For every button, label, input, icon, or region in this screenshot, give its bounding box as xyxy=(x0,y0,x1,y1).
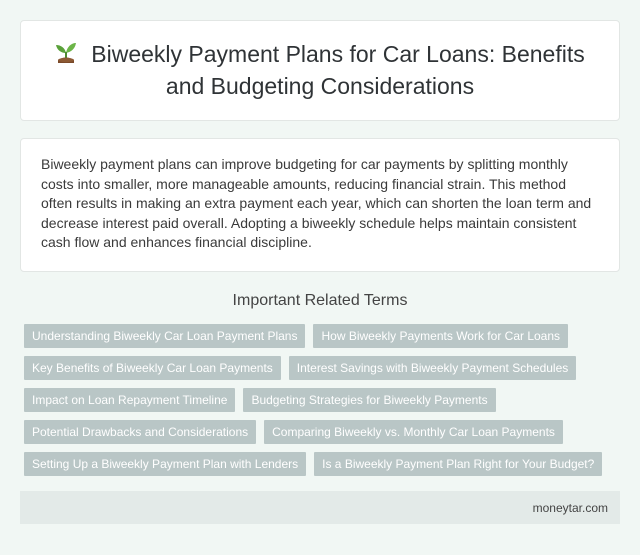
sprout-icon xyxy=(55,41,77,72)
tag-row xyxy=(24,324,624,348)
related-term-tag[interactable]: Potential Drawbacks and Considerations xyxy=(24,420,256,444)
tag-row xyxy=(24,388,624,412)
related-term-tag[interactable]: Comparing Biweekly vs. Monthly Car Loan Payments xyxy=(264,420,563,444)
page-title-text: Biweekly Payment Plans for Car Loans: Benefits and Budgeting Considerations xyxy=(91,41,585,99)
footer-site-link[interactable]: moneytar.com xyxy=(532,500,608,515)
summary-card xyxy=(20,138,620,272)
summary-text: Biweekly payment plans can improve budgeting for car payments by splitting monthly costs into smaller, more manageable amounts, reducing financial strain. This method often results in making an extra payment each year, which can shorten the loan term and decrease interest paid overall. Adopting a biweekly schedule helps maintain consistent cash flow and enhances financial discipline. xyxy=(41,156,592,251)
related-terms-list xyxy=(24,324,624,484)
tag-row xyxy=(24,452,624,476)
title-card xyxy=(20,20,620,121)
related-term-tag[interactable]: Impact on Loan Repayment Timeline xyxy=(24,388,235,412)
page-title xyxy=(40,40,600,101)
related-terms-heading: Important Related Terms xyxy=(232,292,408,309)
related-term-tag[interactable]: Key Benefits of Biweekly Car Loan Payments xyxy=(24,356,281,380)
footer xyxy=(20,491,620,524)
related-term-tag[interactable]: Budgeting Strategies for Biweekly Payments xyxy=(243,388,495,412)
tag-row xyxy=(24,420,624,444)
related-term-tag[interactable]: Interest Savings with Biweekly Payment Schedules xyxy=(289,356,576,380)
related-term-tag[interactable]: Setting Up a Biweekly Payment Plan with Lenders xyxy=(24,452,306,476)
related-term-tag[interactable]: How Biweekly Payments Work for Car Loans xyxy=(313,324,568,348)
related-term-tag[interactable]: Is a Biweekly Payment Plan Right for Your Budget? xyxy=(314,452,602,476)
related-term-tag[interactable]: Understanding Biweekly Car Loan Payment Plans xyxy=(24,324,305,348)
tag-row xyxy=(24,356,624,380)
